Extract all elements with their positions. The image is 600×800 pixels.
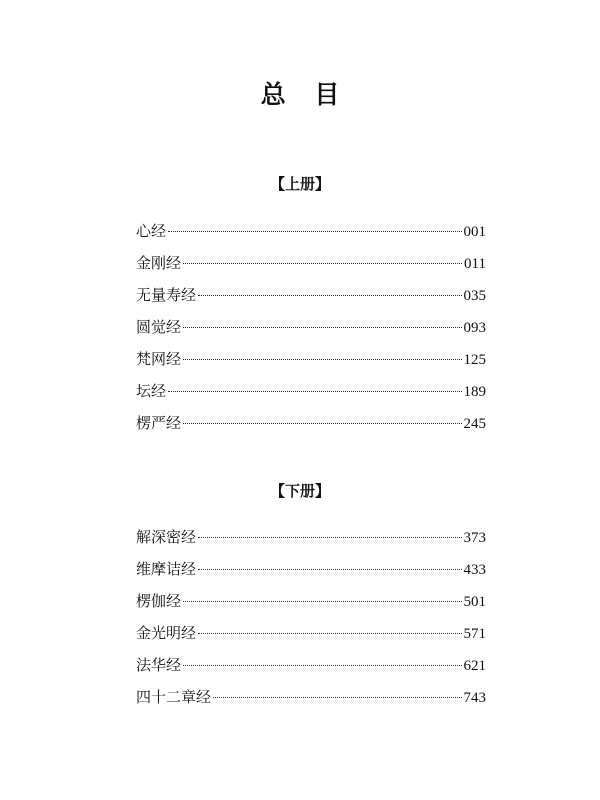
dot-leader xyxy=(168,391,461,392)
toc-entry-title: 法华经 xyxy=(136,656,182,674)
toc-entry xyxy=(136,411,486,443)
toc-entry-page: 373 xyxy=(463,530,486,546)
toc-entry-title: 金光明经 xyxy=(136,624,197,642)
page-title: 总 目 xyxy=(260,80,350,109)
toc-entry-title: 无量寿经 xyxy=(136,286,197,304)
toc-entry-page: 125 xyxy=(463,352,486,368)
toc-entry xyxy=(136,347,486,379)
dot-leader xyxy=(198,569,461,570)
dot-leader xyxy=(168,231,461,232)
toc-entry-page: 001 xyxy=(463,224,486,240)
dot-leader xyxy=(183,665,461,666)
toc-entry-page: 093 xyxy=(463,320,486,336)
dot-leader xyxy=(183,423,461,424)
dot-leader xyxy=(183,263,462,264)
toc-entry xyxy=(136,653,486,685)
toc-entry-page: 433 xyxy=(463,562,486,578)
dot-leader xyxy=(183,327,461,328)
toc-entry-title: 圆觉经 xyxy=(136,318,182,336)
toc-entry xyxy=(136,525,486,557)
toc-entry xyxy=(136,283,486,315)
section-heading-upper-volume: 【上册】 xyxy=(269,175,330,193)
dot-leader xyxy=(198,295,461,296)
toc-entry-title: 解深密经 xyxy=(136,528,197,546)
toc-entry-title: 维摩诘经 xyxy=(136,560,197,578)
toc-list-upper-volume xyxy=(136,219,486,443)
toc-entry xyxy=(136,219,486,251)
toc-entry-title: 楞伽经 xyxy=(136,592,182,610)
toc-entry-title: 楞严经 xyxy=(136,414,182,432)
toc-entry-title: 坛经 xyxy=(136,382,167,400)
toc-entry xyxy=(136,621,486,653)
toc-entry-title: 梵网经 xyxy=(136,350,182,368)
toc-entry xyxy=(136,251,486,283)
dot-leader xyxy=(183,359,461,360)
dot-leader xyxy=(198,633,461,634)
toc-entry-title: 四十二章经 xyxy=(136,688,212,706)
toc-entry-title: 心经 xyxy=(136,222,167,240)
toc-entry xyxy=(136,557,486,589)
toc-entry-page: 743 xyxy=(463,690,486,706)
toc-entry xyxy=(136,379,486,411)
toc-entry-page: 245 xyxy=(463,416,486,432)
toc-entry-page: 571 xyxy=(463,626,486,642)
toc-entry-title: 金刚经 xyxy=(136,254,182,272)
toc-entry xyxy=(136,315,486,347)
section-heading-lower-volume: 【下册】 xyxy=(269,482,330,500)
toc-entry-page: 011 xyxy=(464,256,486,272)
toc-entry-page: 621 xyxy=(463,658,486,674)
toc-entry xyxy=(136,589,486,621)
dot-leader xyxy=(198,537,461,538)
toc-list-lower-volume xyxy=(136,525,486,717)
toc-entry-page: 501 xyxy=(463,594,486,610)
dot-leader xyxy=(183,601,461,602)
dot-leader xyxy=(213,697,461,698)
toc-entry xyxy=(136,685,486,717)
toc-entry-page: 035 xyxy=(463,288,486,304)
toc-entry-page: 189 xyxy=(463,384,486,400)
